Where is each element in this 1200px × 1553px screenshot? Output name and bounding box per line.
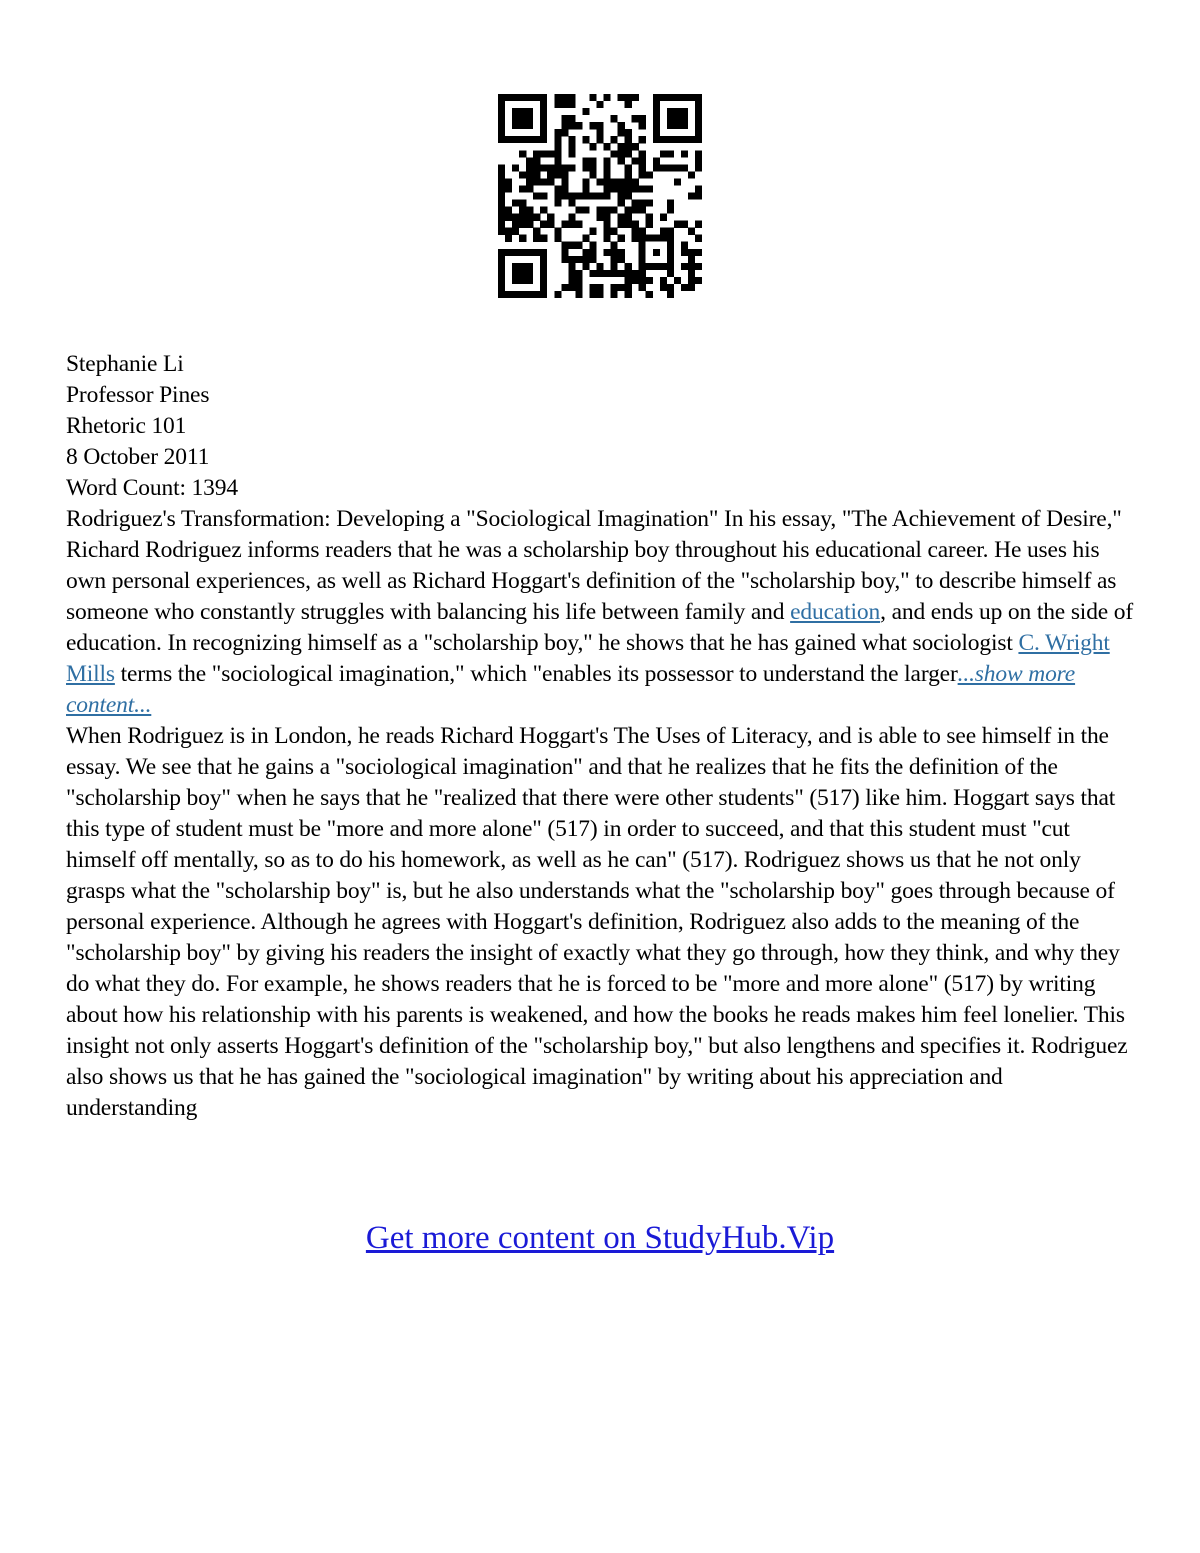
education-link[interactable]: education (790, 599, 881, 625)
intro-paragraph (66, 504, 1138, 721)
intro-text-part-1: Rodriguez's Transformation: Developing a "Sociological Imagination" In his essay, "The Achievement of Desire," Richard Rodriguez informs readers that he was a scholarship boy throughout his educational career. He uses his own personal experiences, as well as Richard Hoggart's definition of the "scholarship boy," to describe himself as someone who constantly struggles with balancing his life between family and (66, 506, 1122, 625)
professor-name: Professor Pines (66, 382, 210, 408)
show-more-content-link[interactable]: ...show more content... (66, 661, 1076, 718)
essay-date: 8 October 2011 (66, 444, 210, 470)
qr-code-graphic (498, 94, 702, 298)
c-wright-mills-link[interactable]: C. Wright Mills (66, 630, 1110, 687)
intro-text-part-3: terms the "sociological imagination," which "enables its possessor to understand the larger (114, 661, 958, 687)
document-body (66, 349, 1138, 1124)
footer-cta (0, 1218, 1200, 1258)
body-paragraph: When Rodriguez is in London, he reads Richard Hoggart's The Uses of Literacy, and is able to see himself in the essay. We see that he gains a "sociological imagination" and that he realizes that he fits the definition of the "scholarship boy" when he says that he "realized that there were other students" (517) like him. Hoggart says that this type of student must be "more and more alone" (517) in order to succeed, and that this student must "cut himself off mentally, so as to do his homework, as well as he can" (517). Rodriguez shows us that he not only grasps what the "scholarship boy" is, but he also understands what the "scholarship boy" goes through because of personal experience. Although he agrees with Hoggart's definition, Rodriguez also adds to the meaning of the "scholarship boy" by giving his readers the insight of exactly what they go through, how they think, and why they do what they do. For example, he shows readers that he is forced to be "more and more alone" (517) by writing about how his relationship with his parents is weakened, and how the books he reads makes him feel lonelier. This insight not only asserts Hoggart's definition of the "scholarship boy," but also lengthens and specifies it. Rodriguez also shows us that he has gained the "sociological imagination" by writing about his appreciation and understanding (66, 723, 1128, 1121)
qr-code-icon (498, 94, 702, 298)
course-name: Rhetoric 101 (66, 413, 187, 439)
word-count: Word Count: 1394 (66, 475, 238, 501)
get-more-content-link[interactable]: Get more content on StudyHub.Vip (365, 1220, 835, 1256)
intro-text-part-2: , and ends up on the side of education. In recognizing himself as a "scholarship boy," he shows that he has gained what sociologist (66, 599, 1134, 656)
author-name: Stephanie Li (66, 351, 184, 377)
